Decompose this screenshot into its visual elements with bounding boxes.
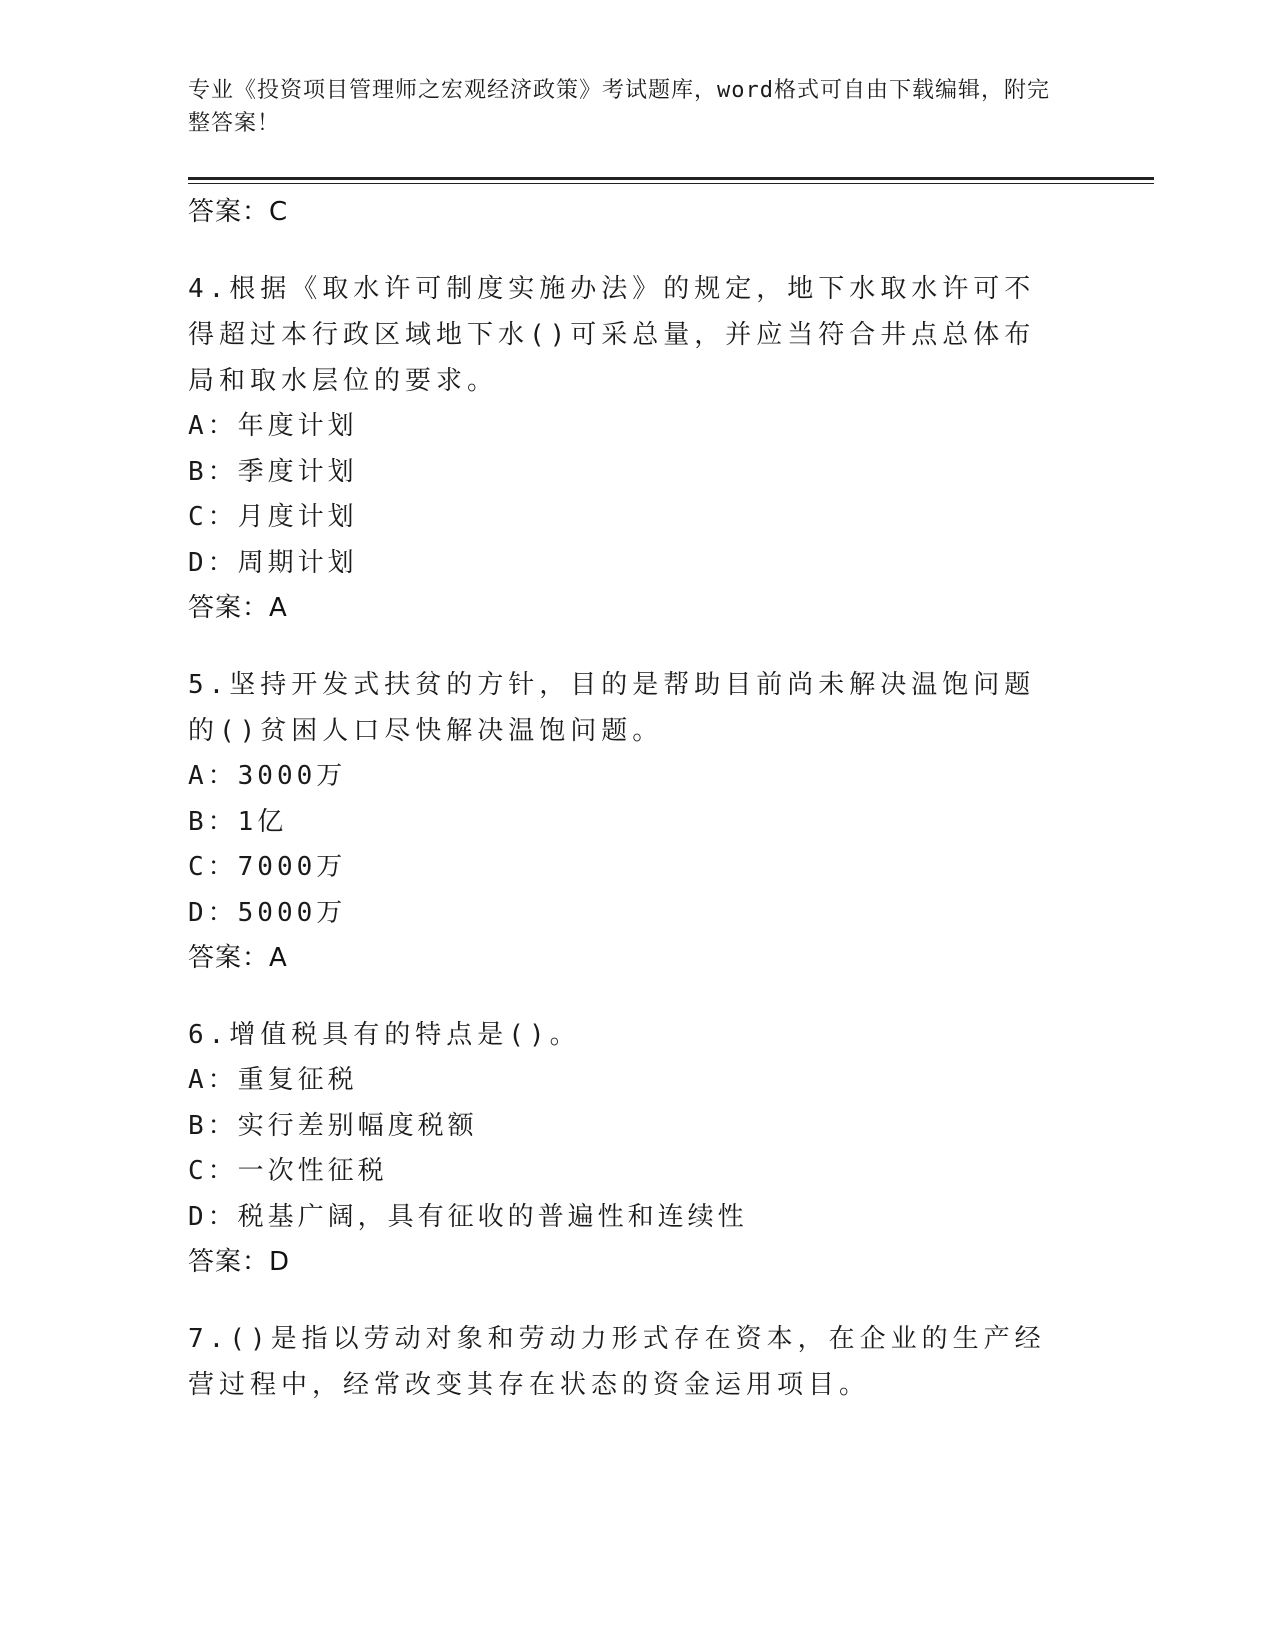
option-a: A：3000万 xyxy=(188,761,347,791)
question-item-5 xyxy=(188,662,1058,980)
spacer xyxy=(188,980,1058,1012)
question-list xyxy=(188,190,1058,1408)
document-intro: 专业《投资项目管理师之宏观经济政策》考试题库，word格式可自由下载编辑，附完整答案！ xyxy=(188,78,1050,136)
answer-text: 答案：D xyxy=(188,1247,291,1277)
spacer xyxy=(188,1284,1058,1316)
answer-text: 答案：A xyxy=(188,593,288,623)
header-divider-thin xyxy=(188,183,1154,184)
option-a: A：重复征税 xyxy=(188,1065,358,1095)
question-item-6 xyxy=(188,1012,1058,1284)
question-text: 4.根据《取水许可制度实施办法》的规定，地下水取水许可不得超过本行政区域地下水()可采总量，并应当符合井点总体布局和取水层位的要求。 xyxy=(188,274,1036,396)
spacer xyxy=(188,630,1058,662)
option-a: A：年度计划 xyxy=(188,411,358,441)
answer-q3: 答案：C xyxy=(188,197,289,227)
question-item-4 xyxy=(188,266,1058,630)
option-d: D：税基广阔，具有征收的普遍性和连续性 xyxy=(188,1201,748,1232)
answer-text: 答案：A xyxy=(188,943,288,973)
option-b: B：实行差别幅度税额 xyxy=(188,1110,478,1141)
option-b: B：季度计划 xyxy=(188,456,358,487)
option-d: D：周期计划 xyxy=(188,547,358,578)
question-text: 6.增值税具有的特点是()。 xyxy=(188,1020,581,1050)
option-b: B：1亿 xyxy=(188,806,288,837)
question-item-7 xyxy=(188,1316,1058,1408)
spacer xyxy=(188,234,1058,266)
option-c: C：月度计划 xyxy=(188,502,358,532)
option-c: C：一次性征税 xyxy=(188,1156,388,1186)
question-text: 7.()是指以劳动对象和劳动力形式存在资本，在企业的生产经营过程中，经常改变其存在状态的资金运用项目。 xyxy=(188,1324,1046,1400)
header-divider-thick xyxy=(188,177,1154,180)
option-d: D：5000万 xyxy=(188,897,347,928)
question-text: 5.坚持开发式扶贫的方针，目的是帮助目前尚未解决温饱问题的()贫困人口尽快解决温饱问题。 xyxy=(188,670,1036,746)
option-c: C：7000万 xyxy=(188,852,347,882)
